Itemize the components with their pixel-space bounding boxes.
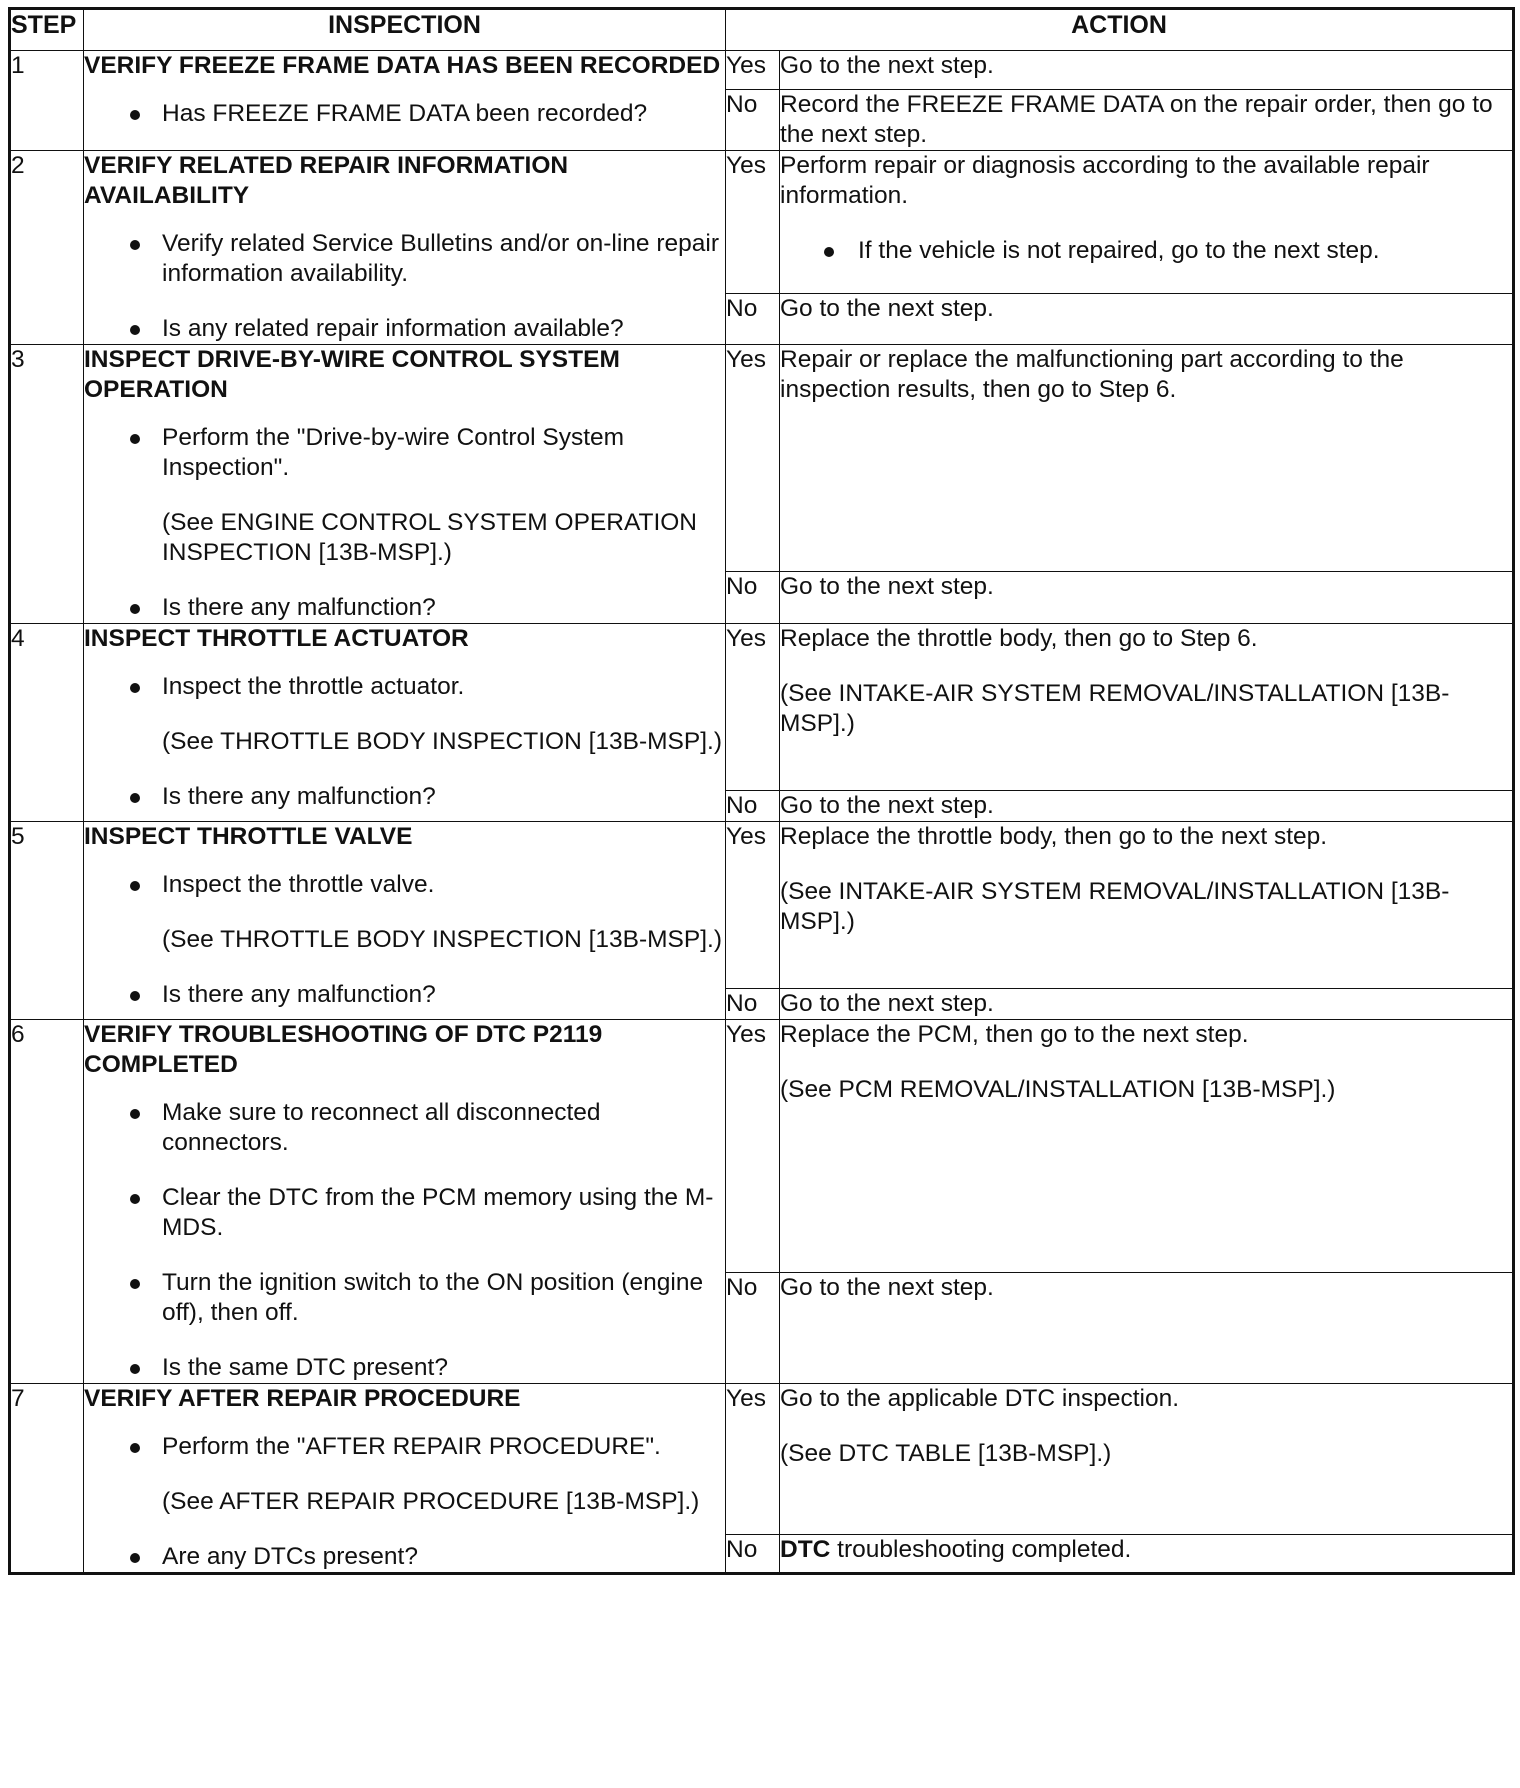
- yes-action: Replace the PCM, then go to the next step. (See PCM REMOVAL/INSTALLATION [13B-MSP].): [780, 1020, 1514, 1273]
- diagnostic-table: [8, 7, 1515, 1575]
- inspection-reference: (See AFTER REPAIR PROCEDURE [13B-MSP].): [162, 1488, 700, 1515]
- inspection-cell: [84, 1384, 726, 1574]
- inspection-bullet: Clear the DTC from the PCM memory using the M-MDS.: [84, 1183, 725, 1243]
- inspection-cell: [84, 151, 726, 345]
- yes-action: Go to the next step.: [780, 51, 1514, 90]
- action-reference: (See INTAKE-AIR SYSTEM REMOVAL/INSTALLATION [13B-MSP].): [780, 878, 1450, 935]
- inspection-bullet: Inspect the throttle actuator.: [84, 672, 725, 702]
- table-row: [10, 822, 1514, 989]
- no-label: No: [726, 1273, 780, 1384]
- step-number: 7: [10, 1384, 84, 1574]
- yes-action: Perform repair or diagnosis according to the available repair information. If the vehicle is not repaired, go to the next step.: [780, 151, 1514, 294]
- step-title: VERIFY TROUBLESHOOTING OF DTC P2119 COMPLETED: [84, 1021, 603, 1078]
- no-action: DTC troubleshooting completed.: [780, 1535, 1514, 1574]
- no-action: Record the FREEZE FRAME DATA on the repair order, then go to the next step.: [780, 90, 1514, 151]
- table-row: [10, 1384, 1514, 1535]
- inspection-bullet: Are any DTCs present?: [84, 1542, 725, 1572]
- inspection-bullet: Perform the "Drive-by-wire Control System Inspection".: [84, 423, 725, 483]
- diagnostic-procedure-page: [8, 7, 1512, 1575]
- no-action: Go to the next step.: [780, 791, 1514, 822]
- step-number: 6: [10, 1020, 84, 1384]
- inspection-bullet: Verify related Service Bulletins and/or on-line repair information availability.: [84, 229, 725, 289]
- step-number: 2: [10, 151, 84, 345]
- header-row: [10, 9, 1514, 51]
- yes-label: Yes: [726, 1020, 780, 1273]
- inspection-bullet: Is there any malfunction?: [84, 593, 725, 623]
- no-action: Go to the next step.: [780, 294, 1514, 345]
- yes-label: Yes: [726, 51, 780, 90]
- inspection-bullet: Is there any malfunction?: [84, 980, 725, 1010]
- inspection-bullet: Make sure to reconnect all disconnected connectors.: [84, 1098, 725, 1158]
- inspection-reference: (See THROTTLE BODY INSPECTION [13B-MSP].): [162, 926, 722, 953]
- inspection-reference: (See THROTTLE BODY INSPECTION [13B-MSP].): [162, 728, 722, 755]
- yes-label: Yes: [726, 822, 780, 989]
- inspection-bullet: Has FREEZE FRAME DATA been recorded?: [84, 99, 725, 129]
- no-action: Go to the next step.: [780, 989, 1514, 1020]
- yes-action: Repair or replace the malfunctioning part according to the inspection results, then go to Step 6.: [780, 345, 1514, 572]
- no-action: Go to the next step.: [780, 572, 1514, 624]
- no-label: No: [726, 572, 780, 624]
- yes-label: Yes: [726, 345, 780, 572]
- table-row: [10, 624, 1514, 791]
- table-row: [10, 1020, 1514, 1273]
- step-number: 4: [10, 624, 84, 822]
- step-title: VERIFY RELATED REPAIR INFORMATION AVAILABILITY: [84, 152, 569, 209]
- header-step: STEP: [10, 9, 84, 51]
- no-label: No: [726, 989, 780, 1020]
- step-number: 5: [10, 822, 84, 1020]
- table-row: [10, 151, 1514, 294]
- inspection-cell: [84, 345, 726, 624]
- yes-label: Yes: [726, 1384, 780, 1535]
- action-reference: (See INTAKE-AIR SYSTEM REMOVAL/INSTALLATION [13B-MSP].): [780, 680, 1450, 737]
- dtc-bold-label: DTC: [780, 1536, 831, 1563]
- no-action: Go to the next step.: [780, 1273, 1514, 1384]
- no-label: No: [726, 294, 780, 345]
- inspection-bullet: Is any related repair information available?: [84, 314, 725, 344]
- header-inspection: INSPECTION: [84, 9, 726, 51]
- yes-label: Yes: [726, 151, 780, 294]
- action-reference: (See PCM REMOVAL/INSTALLATION [13B-MSP].): [780, 1076, 1336, 1103]
- yes-label: Yes: [726, 624, 780, 791]
- inspection-bullet: Is there any malfunction?: [84, 782, 725, 812]
- yes-action: Replace the throttle body, then go to the next step. (See INTAKE-AIR SYSTEM REMOVAL/INSTALLATION [13B-MSP].): [780, 822, 1514, 989]
- inspection-bullet: Is the same DTC present?: [84, 1353, 725, 1383]
- no-label: No: [726, 90, 780, 151]
- inspection-cell: [84, 51, 726, 151]
- inspection-cell: [84, 822, 726, 1020]
- no-label: No: [726, 1535, 780, 1574]
- inspection-cell: [84, 624, 726, 822]
- table-row: [10, 51, 1514, 90]
- inspection-reference: (See ENGINE CONTROL SYSTEM OPERATION INSPECTION [13B-MSP].): [162, 509, 698, 566]
- inspection-cell: [84, 1020, 726, 1384]
- inspection-bullet: Turn the ignition switch to the ON position (engine off), then off.: [84, 1268, 725, 1328]
- action-reference: (See DTC TABLE [13B-MSP].): [780, 1440, 1112, 1467]
- inspection-bullet: Perform the "AFTER REPAIR PROCEDURE".: [84, 1432, 725, 1462]
- header-action: ACTION: [726, 9, 1514, 51]
- table-row: [10, 345, 1514, 572]
- step-number: 1: [10, 51, 84, 151]
- yes-action: Go to the applicable DTC inspection. (See DTC TABLE [13B-MSP].): [780, 1384, 1514, 1535]
- step-number: 3: [10, 345, 84, 624]
- yes-action: Replace the throttle body, then go to Step 6. (See INTAKE-AIR SYSTEM REMOVAL/INSTALLATION [13B-MSP].): [780, 624, 1514, 791]
- step-title: VERIFY AFTER REPAIR PROCEDURE: [84, 1385, 521, 1412]
- step-title: VERIFY FREEZE FRAME DATA HAS BEEN RECORDED: [84, 52, 721, 79]
- inspection-bullet: Inspect the throttle valve.: [84, 870, 725, 900]
- step-title: INSPECT DRIVE-BY-WIRE CONTROL SYSTEM OPERATION: [84, 346, 620, 403]
- step-title: INSPECT THROTTLE ACTUATOR: [84, 625, 469, 652]
- action-bullet: If the vehicle is not repaired, go to the next step.: [780, 236, 1512, 266]
- no-label: No: [726, 791, 780, 822]
- step-title: INSPECT THROTTLE VALVE: [84, 823, 413, 850]
